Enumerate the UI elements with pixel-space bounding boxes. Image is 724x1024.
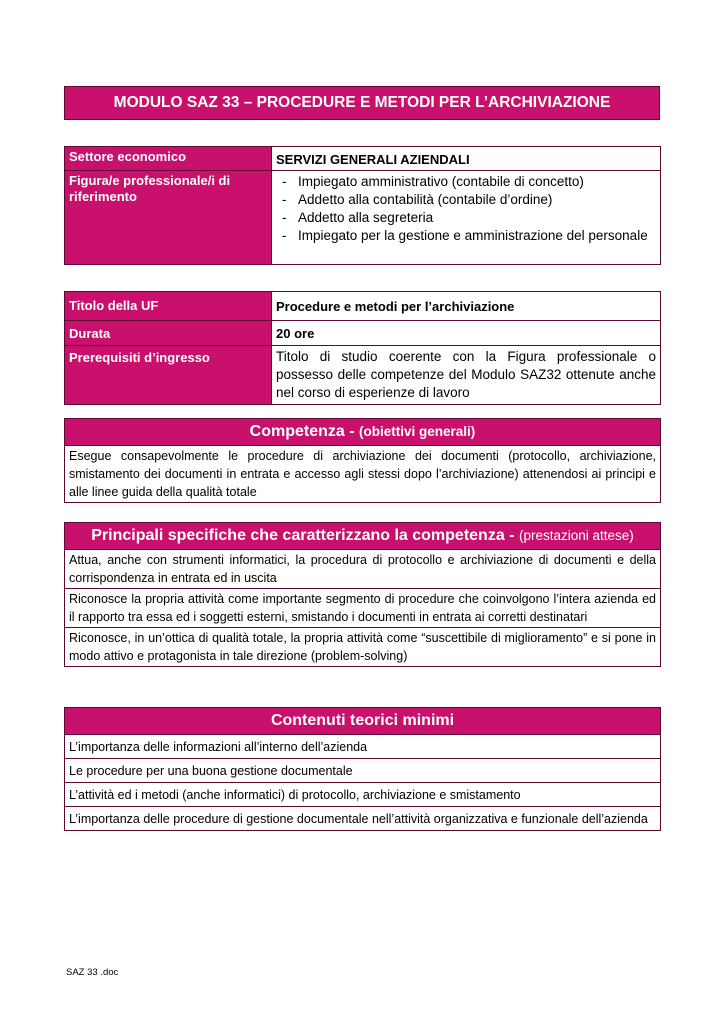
competenza-heading-sub: (obiettivi generali) — [359, 424, 476, 439]
list-item: - Addetto alla contabilità (contabile d’ordine) — [276, 191, 656, 209]
list-item: - Impiegato per la gestione e amministrazione del personale — [276, 227, 656, 245]
settore-table — [64, 146, 661, 265]
table-row: Riconosce, in un’ottica di qualità totale, la propria attività come “suscettibile di miglioramento” e si pone in modo attivo e protagonista in tale direzione (problem-solving) — [69, 631, 656, 663]
table-row: Le procedure per una buona gestione documentale — [65, 759, 660, 783]
specifiche-heading-sub: (prestazioni attese) — [518, 528, 634, 543]
figura-label: Figura/e professionale/i di riferimento — [65, 171, 272, 265]
list-item: - Addetto alla segreteria — [276, 209, 656, 227]
competenza-heading-text: Competenza - — [249, 423, 355, 440]
figura-list — [276, 173, 656, 245]
table-row: Attua, anche con strumenti informatici, la procedura di protocollo e archiviazione di documenti e della corrispondenza in entrata ed in uscita — [65, 550, 660, 589]
titolo-value: Procedure e metodi per l’archiviazione — [272, 292, 661, 321]
list-item: - Impiegato amministrativo (contabile di concetto) — [276, 173, 656, 191]
competenza-text: Esegue consapevolmente le procedure di archiviazione dei documenti (protocollo, archiviazione, smistamento dei documenti in entrata e accesso agli stessi dopo l’archiviazione) attenendosi ai principi e alle linee guida della qualità totale — [69, 449, 656, 499]
durata-label: Durata — [65, 321, 272, 346]
table-row: L’attività ed i metodi (anche informatici) di protocollo, archiviazione e smistamento — [65, 783, 660, 807]
table-row: Riconosce la propria attività come importante segmento di procedure che coinvolgono l’intera azienda ed il rapporto tra essa ed i soggetti esterni, smistando i documenti in entrata ai corretti destinatari — [65, 589, 660, 628]
contenuti-heading: Contenuti teorici minimi — [65, 708, 660, 735]
table-row: L’importanza delle procedure di gestione documentale nell’attività organizzativa e funzionale dell’azienda — [69, 812, 648, 826]
titolo-label: Titolo della UF — [65, 292, 272, 321]
table-row: L’importanza delle informazioni all’interno dell’azienda — [65, 735, 660, 759]
prereq-label: Prerequisiti d’ingresso — [65, 346, 272, 405]
settore-value: SERVIZI GENERALI AZIENDALI — [272, 147, 661, 171]
page-title: MODULO SAZ 33 – PROCEDURE E METODI PER L’ARCHIVIAZIONE — [64, 86, 660, 120]
figura-value — [272, 171, 661, 265]
contenuti-section — [64, 707, 661, 831]
footer-filename: SAZ 33 .doc — [66, 967, 119, 978]
prereq-value: Titolo di studio coerente con la Figura professionale o possesso delle competenze del Modulo SAZ32 ottenute anche nel corso di esperienze di lavoro — [272, 346, 661, 405]
settore-label: Settore economico — [65, 147, 272, 171]
specifiche-heading — [65, 523, 660, 550]
durata-value: 20 ore — [272, 321, 661, 346]
uf-table — [64, 291, 661, 405]
specifiche-heading-text: Principali specifiche che caratterizzano la competenza - — [91, 527, 515, 544]
competenza-heading — [65, 419, 660, 446]
specifiche-section — [64, 522, 661, 667]
competenza-section — [64, 418, 661, 503]
